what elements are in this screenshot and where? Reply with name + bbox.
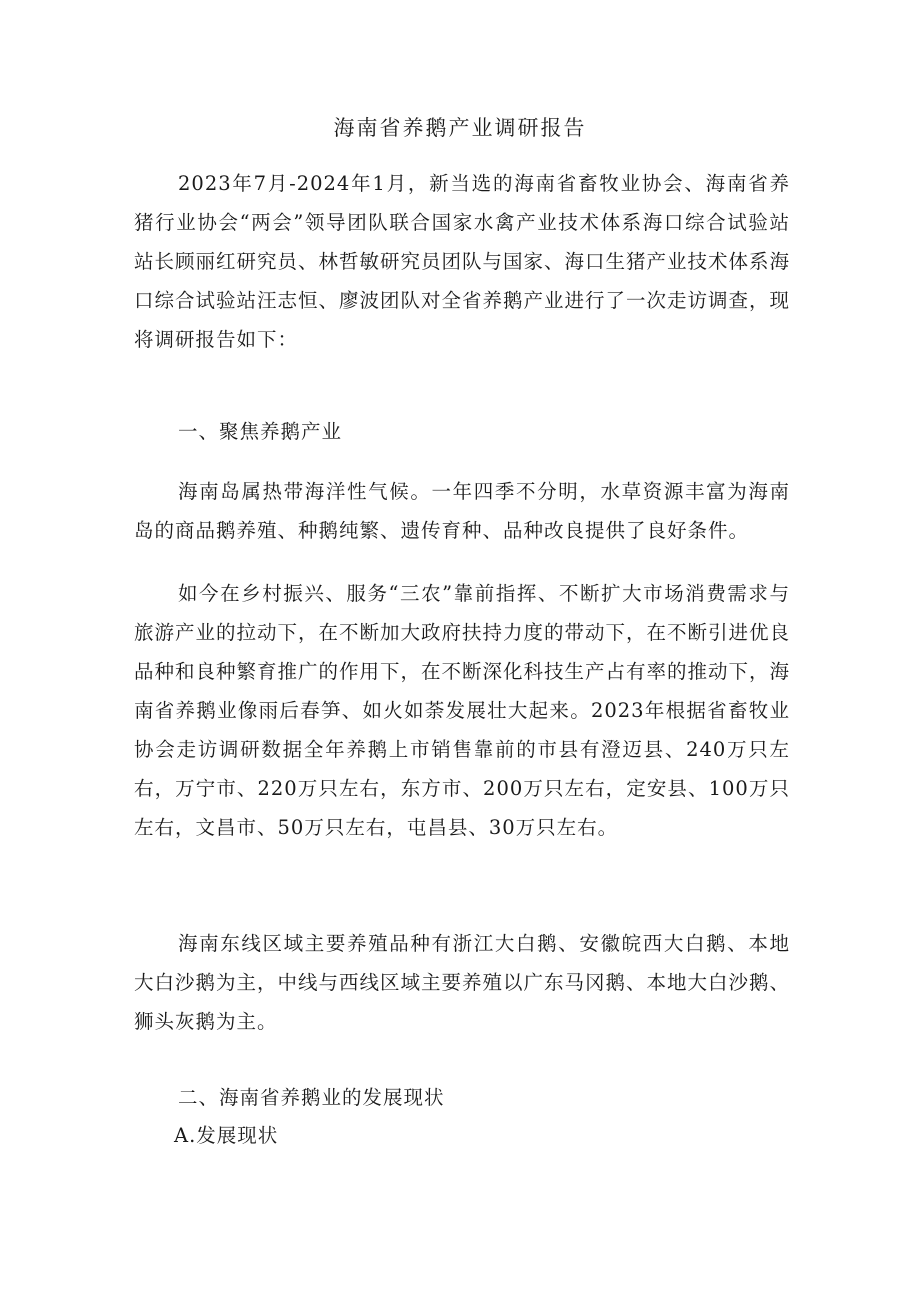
section-1-heading: 一、聚焦养鹅产业 [178,420,343,443]
section-2-heading: 二、海南省养鹅业的发展现状 [178,1086,445,1109]
section-2-subheading: A.发展现状 [174,1124,279,1147]
section-1-paragraph-2: 如今在乡村振兴、服务“三农”靠前指挥、不断扩大市场消费需求与旅游产业的拉动下，在不断加大政府扶持力度的带动下，在不断引进优良品种和良种繁育推广的作用下，在不断深化科技生产占有率的推动下，海南省养鹅业像雨后春笋、如火如荼发展壮大起来。2023年根据省畜牧业协会走访调研数据全年养鹅上市销售靠前的市县有澄迈县、240万只左右，万宁市、220万只左右，东方市、200万只左右，定安县、100万只左右，文昌市、50万只左右，屯昌县、30万只左右。 [134,582,791,839]
document-title: 海南省养鹅产业调研报告 [333,116,587,140]
section-1-paragraph-1: 海南岛属热带海洋性气候。一年四季不分明，水草资源丰富为海南岛的商品鹅养殖、种鹅纯繁、遗传育种、品种改良提供了良好条件。 [134,480,790,542]
intro-paragraph: 2023年7月-2024年1月，新当选的海南省畜牧业协会、海南省养猪行业协会“两会”领导团队联合国家水禽产业技术体系海口综合试验站站长顾丽红研究员、林哲敏研究员团队与国家、海口生猪产业技术体系海口综合试验站汪志恒、廖波团队对全省养鹅产业进行了一次走访调查，现将调研报告如下： [134,172,791,351]
section-1-paragraph-3: 海南东线区域主要养殖品种有浙江大白鹅、安徽皖西大白鹅、本地大白沙鹅为主，中线与西线区域主要养殖以广东马冈鹅、本地大白沙鹅、狮头灰鹅为主。 [134,932,791,1033]
